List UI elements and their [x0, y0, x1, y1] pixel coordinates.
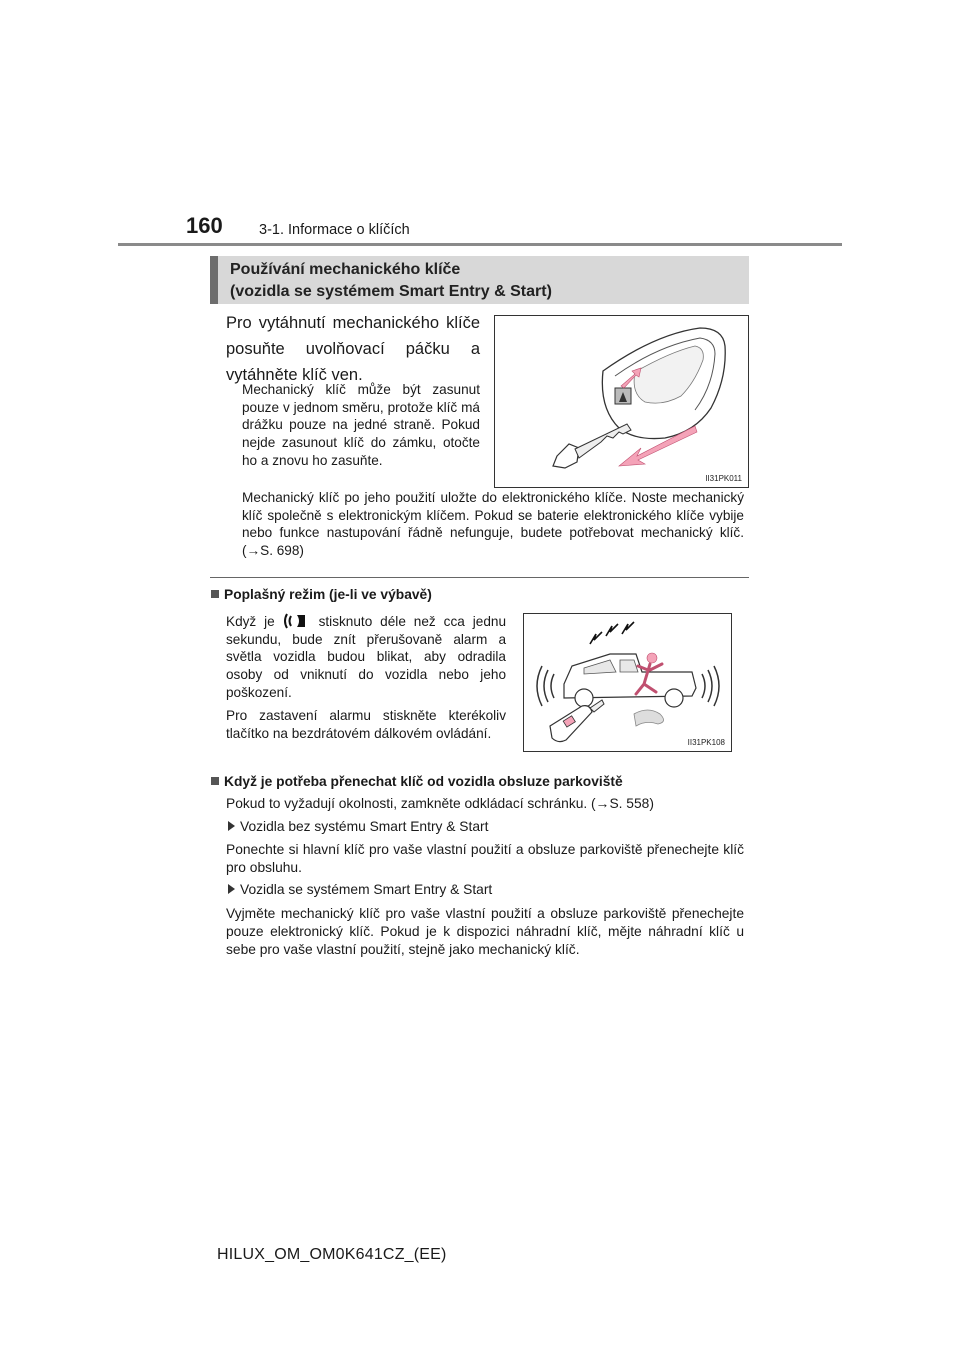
- figure-code: II31PK011: [705, 474, 742, 483]
- valet-bullet-1: [226, 818, 744, 836]
- valet-bullet-2-text: Vozidla se systémem Smart Entry & Start: [240, 882, 493, 897]
- triangle-bullet-icon: [228, 884, 235, 894]
- key-storage-note: Mechanický klíč po jeho použití uložte do elektronického klíče. Noste mechanický klíč společně s elektronickým klíčem. Pokud se baterie elektronického klíče vybije nebo funkce nastupování řádně nefunguje, budete potřebovat mechanický klíč. (→S. 698): [242, 490, 744, 559]
- alarm-text-after: stisknuto déle než cca jednu sekundu, bude znít přerušovaně alarm a světla vozidla budou blikat, aby odradila osoby od vniknutí do vozidla nebo jeho poškození.: [226, 614, 507, 700]
- heading-line-1: Používání mechanického klíče: [230, 261, 461, 278]
- valet-bullet-1-text: Vozidla bez systému Smart Entry & Start: [240, 819, 489, 834]
- key-direction-note: Mechanický klíč může být zasunut pouze v jednom směru, protože klíč má drážku pouze na jedné straně. Pokud nejde zasunout klíč do zámku, otočte ho a znovu ho zasuňte.: [242, 382, 480, 468]
- valet-heading-text: Když je potřeba přenechat klíč od vozidla obsluze parkoviště: [224, 774, 623, 789]
- square-bullet-icon: [211, 777, 219, 785]
- figure-code: II31PK108: [687, 738, 725, 747]
- heading-line-2: (vozidla se systémem Smart Entry & Start): [230, 283, 552, 300]
- alarm-paragraph-2: Pro zastavení alarmu stiskněte kterékoliv tlačítko na bezdrátovém dálkovém ovládání.: [226, 708, 506, 741]
- header-rule: [118, 243, 842, 246]
- alarm-figure: [523, 613, 732, 752]
- key-illustration: [495, 316, 748, 487]
- valet-paragraph-1: Pokud to vyžadují okolnosti, zamkněte odkládací schránku. (→S. 558): [226, 796, 654, 811]
- panic-button-icon: [283, 612, 311, 630]
- section-title: 3-1. Informace o klíčích: [259, 222, 410, 238]
- valet-paragraph-2: Ponechte si hlavní klíč pro vaše vlastní použití a obsluze parkoviště přenechejte klíč pro obsluhu.: [226, 842, 744, 875]
- document-id: HILUX_OM_OM0K641CZ_(EE): [217, 1246, 447, 1263]
- alarm-heading-text: Poplašný režim (je-li ve výbavě): [224, 587, 432, 602]
- page-number: 160: [186, 213, 223, 238]
- mechanical-key-figure: [494, 315, 749, 488]
- alarm-illustration: [524, 614, 731, 751]
- valet-heading: [211, 774, 623, 789]
- square-bullet-icon: [211, 590, 219, 598]
- section-divider: [210, 577, 749, 578]
- alarm-paragraph-1: [226, 612, 506, 702]
- mechanical-key-heading: [210, 256, 749, 304]
- alarm-text-before: Když je: [226, 614, 275, 629]
- valet-bullet-2: [226, 881, 744, 899]
- alarm-heading: [211, 587, 432, 602]
- triangle-bullet-icon: [228, 821, 235, 831]
- lead-paragraph: Pro vytáhnutí mechanického klíče posuňte uvolňovací páčku a vytáhněte klíč ven.: [226, 314, 480, 384]
- valet-paragraph-3: Vyjměte mechanický klíč pro vaše vlastní použití a obsluze parkoviště přenechejte pouze elektronický klíč. Pokud je k dispozici náhradní klíč, mějte náhradní klíč u sebe pro vaše vlastní použití, stejně jako mechanický klíč.: [226, 906, 744, 957]
